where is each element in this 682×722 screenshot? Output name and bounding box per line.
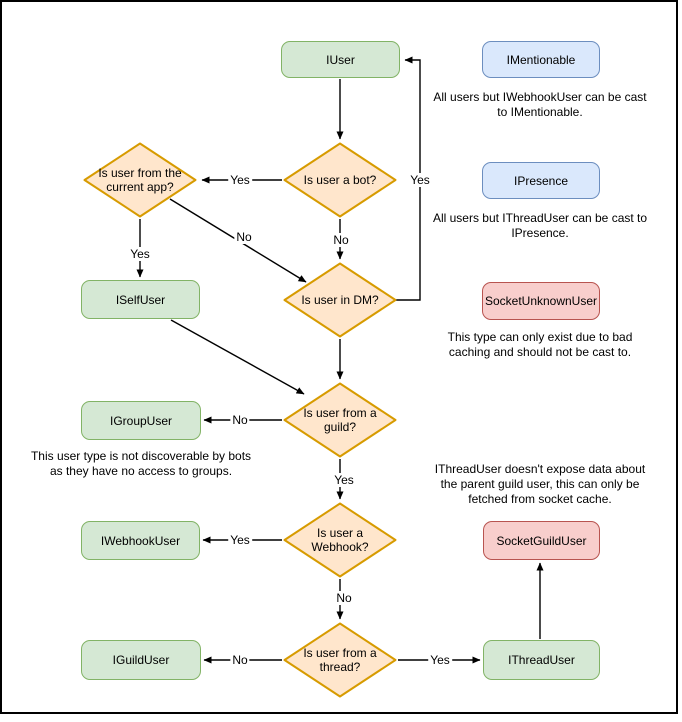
edge-label-dm-yes: Yes (410, 173, 430, 187)
edge-label-webhook-no: No (336, 591, 352, 605)
annotation-imentionable: All users but IWebhookUser can be cast to IMentionable. (433, 90, 647, 119)
node-imentionable (482, 41, 600, 78)
decision-webhook-label: Is user a Webhook? (311, 526, 369, 554)
annotation-igroupuser: This user type is not discoverable by bots as they have no access to groups. (30, 449, 252, 478)
decision-guild-label: Is user from a guild? (303, 406, 377, 434)
edge-label-webhook-yes: Yes (230, 533, 250, 547)
decision-current-app (83, 142, 197, 218)
node-imentionable-label: IMentionable (506, 52, 576, 67)
decision-dm-label: Is user in DM? (301, 293, 379, 307)
node-iselfuser-label: ISelfUser (115, 292, 166, 307)
node-ithreaduser (483, 640, 600, 680)
edge-label-thread-yes: Yes (430, 653, 450, 667)
node-iuser-label: IUser (326, 52, 355, 67)
node-iguilduser-label: IGuildUser (112, 653, 170, 667)
edge-label-thread-no: No (232, 653, 248, 667)
node-iuser (281, 41, 400, 78)
node-socketunknownuser (482, 282, 600, 320)
decision-dm (283, 262, 397, 338)
annotation-ipresence: All users but IThreadUser can be cast to IPresence. (432, 211, 648, 240)
edge-label-current-app-yes: Yes (130, 247, 150, 261)
node-iwebhookuser-label: IWebhookUser (100, 533, 181, 548)
node-ipresence-label: IPresence (513, 173, 569, 188)
node-iwebhookuser (81, 521, 200, 560)
decision-thread (283, 622, 397, 698)
node-iguilduser (81, 640, 201, 680)
node-socketunknownuser-label: SocketUnknownUser (484, 294, 598, 308)
node-ipresence (482, 162, 600, 199)
edge-label-bot-yes: Yes (230, 173, 250, 187)
annotation-socketunknownuser: This type can only exist due to bad caching and should not be cast to. (447, 330, 633, 359)
edge-label-guild-no: No (232, 413, 248, 427)
decision-bot-label: Is user a bot? (303, 173, 377, 187)
edge-label-bot-no: No (333, 233, 349, 247)
decision-thread-label: Is user from a thread? (303, 646, 377, 674)
decision-current-app-label: Is user from the current app? (98, 166, 182, 194)
node-socketguilduser (483, 521, 600, 560)
node-ithreaduser-label: IThreadUser (508, 653, 575, 667)
node-socketguilduser-label: SocketGuildUser (496, 533, 587, 548)
edge-label-guild-yes: Yes (334, 473, 354, 487)
decision-bot (283, 142, 397, 218)
node-igroupuser (81, 401, 201, 440)
edge-label-current-app-no: No (236, 230, 252, 244)
annotation-ithreaduser: IThreadUser doesn't expose data about the parent guild user, this can only be fetched from socket cache. (434, 462, 646, 506)
decision-guild (283, 382, 397, 458)
node-iselfuser (81, 280, 200, 319)
node-igroupuser-label: IGroupUser (109, 413, 173, 428)
decision-webhook (283, 502, 397, 578)
